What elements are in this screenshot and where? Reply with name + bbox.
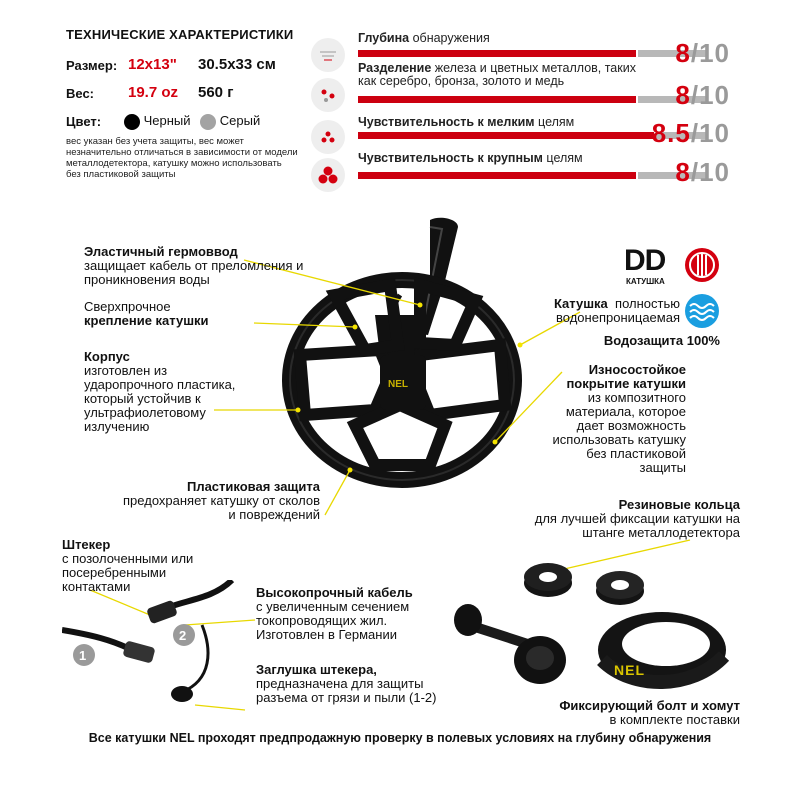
callout-cable (256, 586, 446, 642)
elastic-text: защищает кабель от преломления и проникновения воды (84, 258, 304, 287)
metric-score-separator: / (690, 38, 700, 68)
water-icon (683, 292, 721, 330)
metric-label-bold: Чувствительность к крупным (358, 151, 543, 165)
callout-cap (256, 663, 446, 705)
size-cm: 30.5x33 см (198, 56, 276, 73)
rings-title: Резиновые кольца (618, 497, 740, 512)
body-title: Корпус (84, 349, 130, 364)
metric-score-max: 10 (699, 118, 730, 148)
weight-label: Вес: (66, 86, 95, 101)
plug-cap (171, 686, 193, 702)
velcro-strap (592, 600, 732, 695)
callout-guard (120, 480, 320, 522)
footer-note: Все катушки NEL проходят предпродажную проверку в полевых условиях на глубину обнаружения (88, 731, 712, 745)
cap-text: предназначена для защиты разъема от грязи и пыли (1-2) (256, 676, 437, 705)
metric-label-rest: железа и цветных металлов, таких как серебро, бронза, золото и медь (358, 61, 636, 88)
color-name-black: Черный (143, 113, 191, 128)
callout-mount (84, 300, 264, 328)
coil-brand-logo: NEL (388, 379, 408, 390)
metric-label-rest: целям (546, 151, 583, 165)
waterproof-label: Водозащита 100% (603, 333, 720, 348)
guard-title: Пластиковая защита (186, 479, 320, 494)
metric-score-max: 10 (699, 157, 730, 187)
badge-2-label: 2 (179, 628, 187, 643)
color-name-gray: Серый (219, 113, 261, 128)
dd-coil-icon (683, 246, 721, 284)
weight-g: 560 г (198, 84, 234, 101)
mount-line1: Сверхпрочное (84, 299, 171, 314)
dd-logo-text: DD (624, 244, 666, 277)
size-inches: 12x13" (128, 56, 177, 73)
metric-score-value: 8 (675, 157, 691, 187)
cable-title: Высокопрочный кабель (256, 585, 413, 600)
rings-text: для лучшей фиксации катушки на штанге металлодетектора (534, 511, 740, 540)
strap-brand: NEL (614, 662, 645, 678)
metric-score-max: 10 (699, 38, 730, 68)
metric-label-bold: Разделение (358, 61, 432, 75)
cable-text: с увеличенным сечением токопроводящих жил. Изготовлен в Германии (256, 599, 410, 642)
metric-label-rest: целям (538, 115, 575, 129)
metric-label-rest: обнаружения (412, 31, 490, 45)
badge-1-label: 1 (79, 648, 87, 663)
callout-body (84, 350, 244, 434)
callout-elastic (84, 245, 334, 287)
cable-plug-illustration (62, 580, 252, 710)
size-label: Размер: (66, 58, 118, 73)
metric-score-separator: / (690, 118, 700, 148)
coating-title: Износостойкое покрытие катушки (566, 362, 686, 391)
specs-title: ТЕХНИЧЕСКИЕ ХАРАКТЕРИСТИКИ (66, 27, 294, 42)
cap-title: Заглушка штекера, (256, 662, 377, 677)
coating-text: из композитного материала, которое дает возможность использовать катушку без пластиковой защиты (552, 390, 686, 475)
metric-score-separator: / (690, 157, 700, 187)
coil-text: полностью водонепроницаемая (556, 296, 680, 325)
callout-bolt (520, 699, 740, 727)
metric-score-value: 8.5 (651, 118, 691, 148)
metric-score-value: 8 (675, 38, 691, 68)
fixing-bolt (440, 600, 580, 700)
mount-bold: крепление катушки (84, 313, 209, 328)
elastic-title: Эластичный гермоввод (84, 244, 238, 259)
dd-sub: КАТУШКА (626, 277, 665, 286)
weight-note: вес указан без учета защиты, вес может незначительно отличаться в зависимости от модели металлодетектора, катушку можно использовать без пластиковой защиты (66, 136, 298, 180)
body-text: изготовлен из ударопрочного пластика, который устойчив к ультрафиолетовому излучению (84, 363, 236, 434)
metric-label-bold: Глубина (358, 31, 410, 45)
guard-text: предохраняет катушку от сколов и повреждений (123, 493, 320, 522)
bolt-title: Фиксирующий болт и хомут (559, 698, 740, 713)
plug-title: Штекер (62, 537, 111, 552)
callout-rings (500, 498, 740, 540)
metric-score-value: 8 (675, 80, 691, 110)
metric-score-max: 10 (699, 80, 730, 110)
callout-coating (540, 363, 686, 475)
callout-coil (500, 297, 680, 325)
metric-label-bold: Чувствительность к мелким (358, 115, 535, 129)
bolt-text: в комплекте поставки (609, 712, 740, 727)
color-label: Цвет: (66, 114, 102, 129)
plug-text: с позолоченными или посеребренными контактами (62, 551, 194, 594)
coil-bold: Катушка (553, 296, 608, 311)
weight-oz: 19.7 oz (128, 84, 179, 101)
metric-score-separator: / (690, 80, 700, 110)
